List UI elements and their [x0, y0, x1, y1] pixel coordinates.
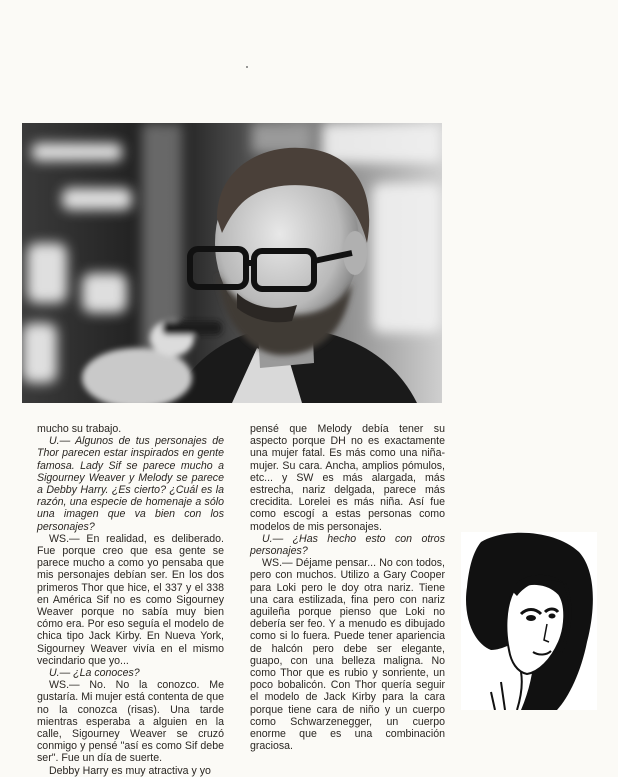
interview-answer: WS.— No. No la conozco. Me gustaría. Mi mujer está contenta de que no la conozca (risas). Una tarde mientras esperaba a alguien en la calle, Sigourney Weaver se cruzó conmigo y pensé "así es como Sif debe ser". Fue un día de suerte.: [37, 679, 224, 765]
paragraph: mucho su trabajo.: [37, 423, 122, 435]
interview-answer: WS.— Déjame pensar... No con todos, pero con muchos. Utilizo a Gary Cooper para Loki pero le doy otra nariz. Tiene una cara estilizada, fina pero con nariz aguileña porque pienso que Loki no debería ser feo. Y a menudo es dibujado como si lo fuera. Puede tener apariencia de halcón pero debe ser elegante, guapo, con una belleza maligna. No como Thor que es rubio y sonriente, un poco bobalicón. Con Thor quería seguir el modelo de Jack Kirby para la cara porque tiene cara de niño y un cuerpo como Schwarzenegger, un cuerpo enorme que es una combinación graciosa.: [250, 557, 445, 753]
interview-answer: WS.— En realidad, es deliberado. Fue porque creo que esa gente se parece mucho a como yo pensaba que mis personajes debían ser. En los dos primeros Thor que hice, el 337 y el 338 en América Sif no es como Sigourney Weaver porque no sabía muy bien cómo era. Por eso seguía el modelo de chica tipo Jack Kirby. En Nueva York, Sigourney Weaver vivía en el mismo vecindario que yo...: [37, 532, 224, 667]
comic-illustration: [461, 532, 597, 710]
interview-photo: [22, 123, 442, 403]
print-speck: [246, 66, 248, 68]
comic-drawing-of-woman-face-icon: [461, 532, 597, 710]
text-column-left: [37, 423, 224, 777]
text-column-right: [250, 423, 445, 752]
interview-question: U.— ¿La conoces?: [49, 667, 140, 680]
paragraph: Debby Harry es muy atractiva y yo: [49, 764, 211, 777]
interview-question: U.— Algunos de tus personajes de Thor parecen estar inspirados en gente famosa. Lady Sif se parece mucho a Sigourney Weaver y Melody se parece a Debby Harry. ¿Es cierto? ¿Cuál es la razón, una especie de homenaje a sólo una imagen que va bien con los personajes?: [37, 435, 224, 533]
photo-of-bearded-man-with-glasses-icon: [22, 123, 442, 403]
paragraph: pensé que Melody debía tener su aspecto porque DH no es exactamente una mujer fatal. Es más como una niña-mujer. Su cara. Ancha, amplios pómulos, etc... y SW es más alargada, más estrecha, nariz delgada, parece más crecidita. Lorelei es más niña. Así fue como escogí a estas personas como modelos de mis personajes.: [250, 423, 445, 533]
interview-question: U.— ¿Has hecho esto con otros personajes?: [250, 532, 445, 558]
